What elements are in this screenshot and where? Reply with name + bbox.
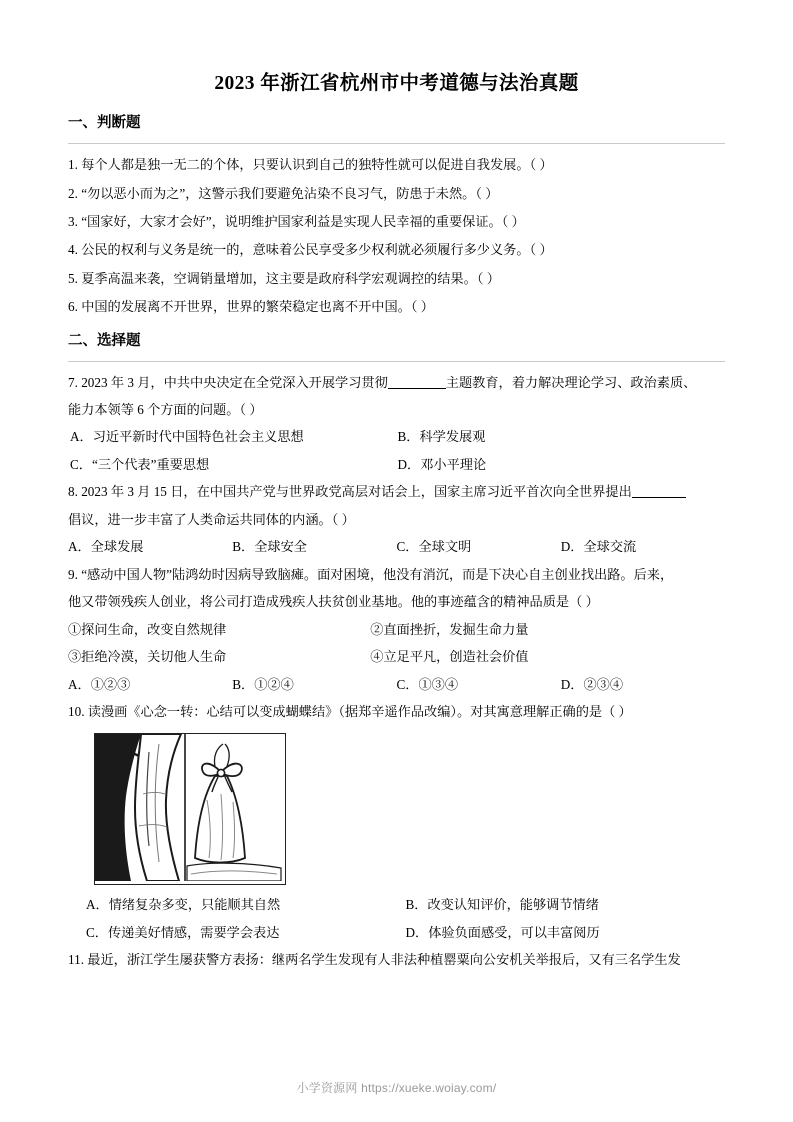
question-9-items-row-2 bbox=[68, 643, 725, 670]
question-10-stem: 10. 读漫画《心念一转：心结可以变成蝴蝶结》（据郑辛遥作品改编）。对其寓意理解正确的是（ ） bbox=[68, 703, 632, 719]
question-7-options-row-2 bbox=[68, 451, 725, 478]
question-8-stem-line-1 bbox=[68, 478, 725, 505]
option-10-a[interactable]: A．情绪复杂多变，只能顺其自然 bbox=[86, 897, 281, 913]
question-8-stem-text: 8. 2023 年 3 月 15 日，在中国共产党与世界政党高层对话会上，国家主席习近平首次向全世界提出 bbox=[68, 484, 632, 500]
question-1: 1. 每个人都是独一无二的个体，只要认识到自己的独特性就可以促进自我发展。（ ） bbox=[68, 157, 553, 173]
fill-blank bbox=[632, 497, 686, 498]
page-title: 2023 年浙江省杭州市中考道德与法治真题 bbox=[214, 73, 579, 94]
question-9-stem-line-1: 9. “感动中国人物”陆鸿幼时因病导致脑瘫。面对困境，他没有消沉，而是下决心自主创业找出路。后来， bbox=[68, 566, 674, 582]
question-8-stem-line-2: 倡议，进一步丰富了人类命运共同体的内涵。（ ） bbox=[68, 511, 355, 527]
question-2: 2. “勿以恶小而为之”，这警示我们要避免沾染不良习气，防患于未然。（ ） bbox=[68, 185, 499, 201]
section-heading-multiple-choice: 二、选择题 bbox=[68, 332, 141, 349]
question-4: 4. 公民的权利与义务是统一的，意味着公民享受多少权利就必须履行多少义务。（ ） bbox=[68, 242, 553, 258]
question-9-item-1: ①探问生命，改变自然规律 bbox=[68, 621, 227, 637]
option-7-d[interactable]: D．邓小平理论 bbox=[397, 456, 487, 472]
watermark: 小学资源网 https://xueke.woiay.com/ bbox=[296, 1081, 497, 1095]
fill-blank bbox=[388, 388, 446, 389]
question-9-item-3: ③拒绝冷漠，关切他人生命 bbox=[68, 649, 227, 665]
question-9-item-2: ②直面挫折，发掘生命力量 bbox=[370, 621, 529, 637]
question-3: 3. “国家好，大家才会好”，说明维护国家利益是实现人民幸福的重要保证。（ ） bbox=[68, 213, 525, 229]
section-heading-true-false: 一、判断题 bbox=[68, 115, 141, 132]
option-7-b[interactable]: B．科学发展观 bbox=[397, 429, 486, 445]
option-9-a[interactable]: A．①②③ bbox=[68, 676, 131, 692]
option-9-b[interactable]: B．①②④ bbox=[232, 676, 294, 692]
question-7-stem-text-after: 主题教育，着力解决理论学习、政治素质、 bbox=[445, 374, 697, 390]
option-7-a[interactable]: A．习近平新时代中国特色社会主义思想 bbox=[70, 429, 304, 445]
option-9-c[interactable]: C．①③④ bbox=[396, 676, 459, 692]
question-9-items-row-1 bbox=[68, 616, 725, 643]
option-9-d[interactable]: D．②③④ bbox=[560, 676, 624, 692]
option-10-b[interactable]: B．改变认知评价，能够调节情绪 bbox=[405, 897, 599, 913]
question-5: 5. 夏季高温来袭，空调销量增加，这主要是政府科学宏观调控的结果。（ ） bbox=[68, 270, 500, 286]
option-8-d[interactable]: D．全球交流 bbox=[560, 539, 637, 555]
question-9-stem-line-2: 他又带领残疾人创业，将公司打造成残疾人扶贫创业基地。他的事迹蕴含的精神品质是（ ） bbox=[68, 594, 599, 610]
cartoon-illustration bbox=[94, 733, 286, 885]
question-9-options-row bbox=[68, 671, 725, 698]
question-9-item-4: ④立足平凡，创造社会价值 bbox=[370, 649, 529, 665]
option-10-c[interactable]: C．传递美好情感，需要学会表达 bbox=[86, 924, 280, 940]
question-7-stem-line-1 bbox=[68, 369, 725, 396]
question-10-options-row-2 bbox=[68, 919, 725, 946]
divider bbox=[68, 143, 725, 144]
option-8-a[interactable]: A．全球发展 bbox=[68, 539, 144, 555]
question-7-stem-text-before: 7. 2023 年 3 月，中共中央决定在全党深入开展学习贯彻 bbox=[68, 374, 388, 390]
option-7-c[interactable]: C．“三个代表”重要思想 bbox=[70, 456, 210, 472]
option-10-d[interactable]: D．体验负面感受，可以丰富阅历 bbox=[405, 924, 600, 940]
question-6: 6. 中国的发展离不开世界，世界的繁荣稳定也离不开中国。（ ） bbox=[68, 299, 434, 315]
question-10-options-row-1 bbox=[68, 891, 725, 918]
cartoon-svg bbox=[95, 734, 282, 881]
divider bbox=[68, 361, 725, 362]
question-7-stem-line-2: 能力本领等 6 个方面的问题。（ ） bbox=[68, 401, 263, 417]
option-8-b[interactable]: B．全球安全 bbox=[232, 539, 307, 555]
question-11-stem: 11. 最近，浙江学生屡获警方表扬：继两名学生发现有人非法种植罂粟向公安机关举报后，又有三名学生发 bbox=[68, 952, 681, 968]
question-8-options-row bbox=[68, 533, 725, 560]
question-7-options-row-1 bbox=[68, 423, 725, 450]
option-8-c[interactable]: C．全球文明 bbox=[396, 539, 472, 555]
